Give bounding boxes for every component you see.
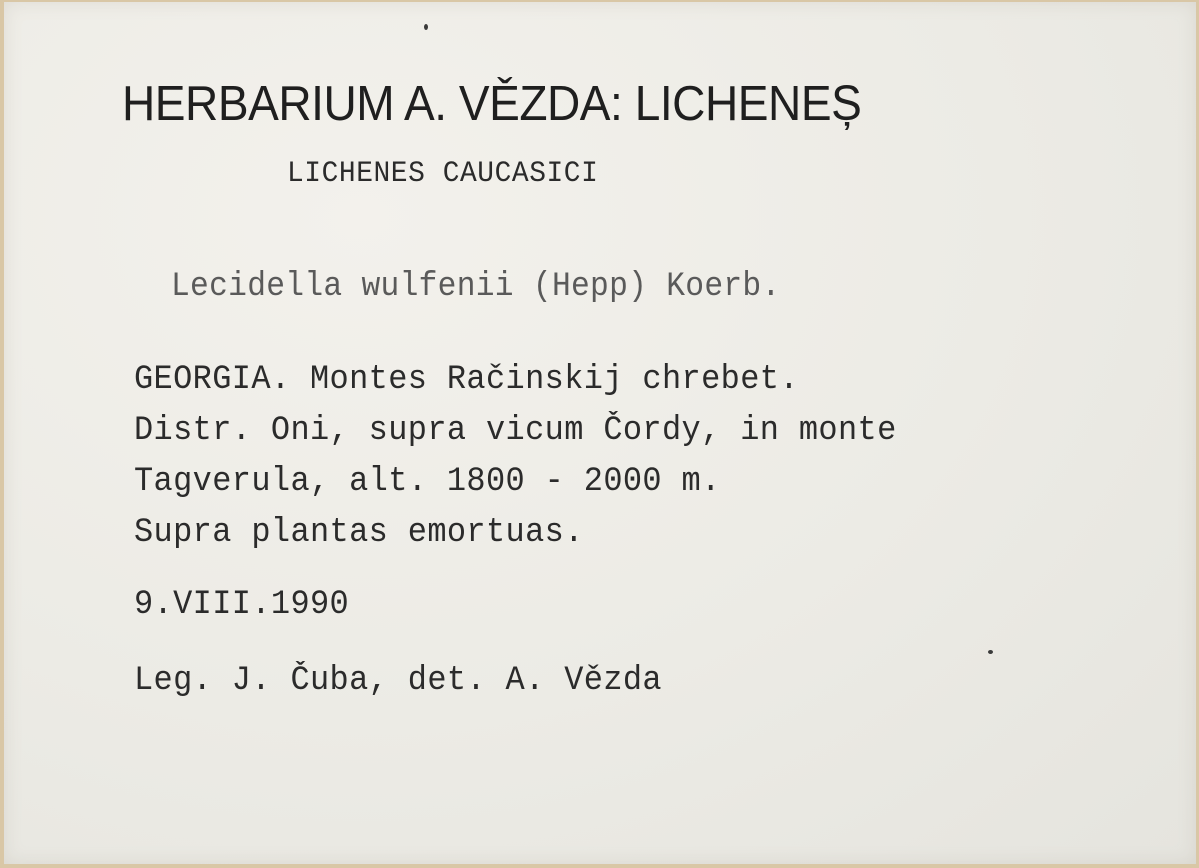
locality-line: GEORGIA. Montes Račinskij chrebet. xyxy=(134,361,799,399)
locality-block xyxy=(134,362,945,566)
species-name: Lecidella wulfenii (Hepp) Koerb. xyxy=(171,268,781,306)
ink-speck xyxy=(988,650,993,654)
locality-line: Tagverula, alt. 1800 - 2000 m. xyxy=(134,463,721,501)
series-title: LICHENES CAUCASICI xyxy=(287,157,599,191)
herbarium-title: HERBARIUM A. VĚZDA: LICHENEȘ xyxy=(122,77,862,131)
locality-line: Supra plantas emortuas. xyxy=(134,514,584,552)
herbarium-label-card xyxy=(4,2,1196,864)
collector-determiner: Leg. J. Čuba, det. A. Vězda xyxy=(134,662,663,700)
locality-line: Distr. Oni, supra vicum Čordy, in monte xyxy=(134,412,897,450)
ink-speck xyxy=(424,24,428,30)
collection-date: 9.VIII.1990 xyxy=(134,586,350,624)
